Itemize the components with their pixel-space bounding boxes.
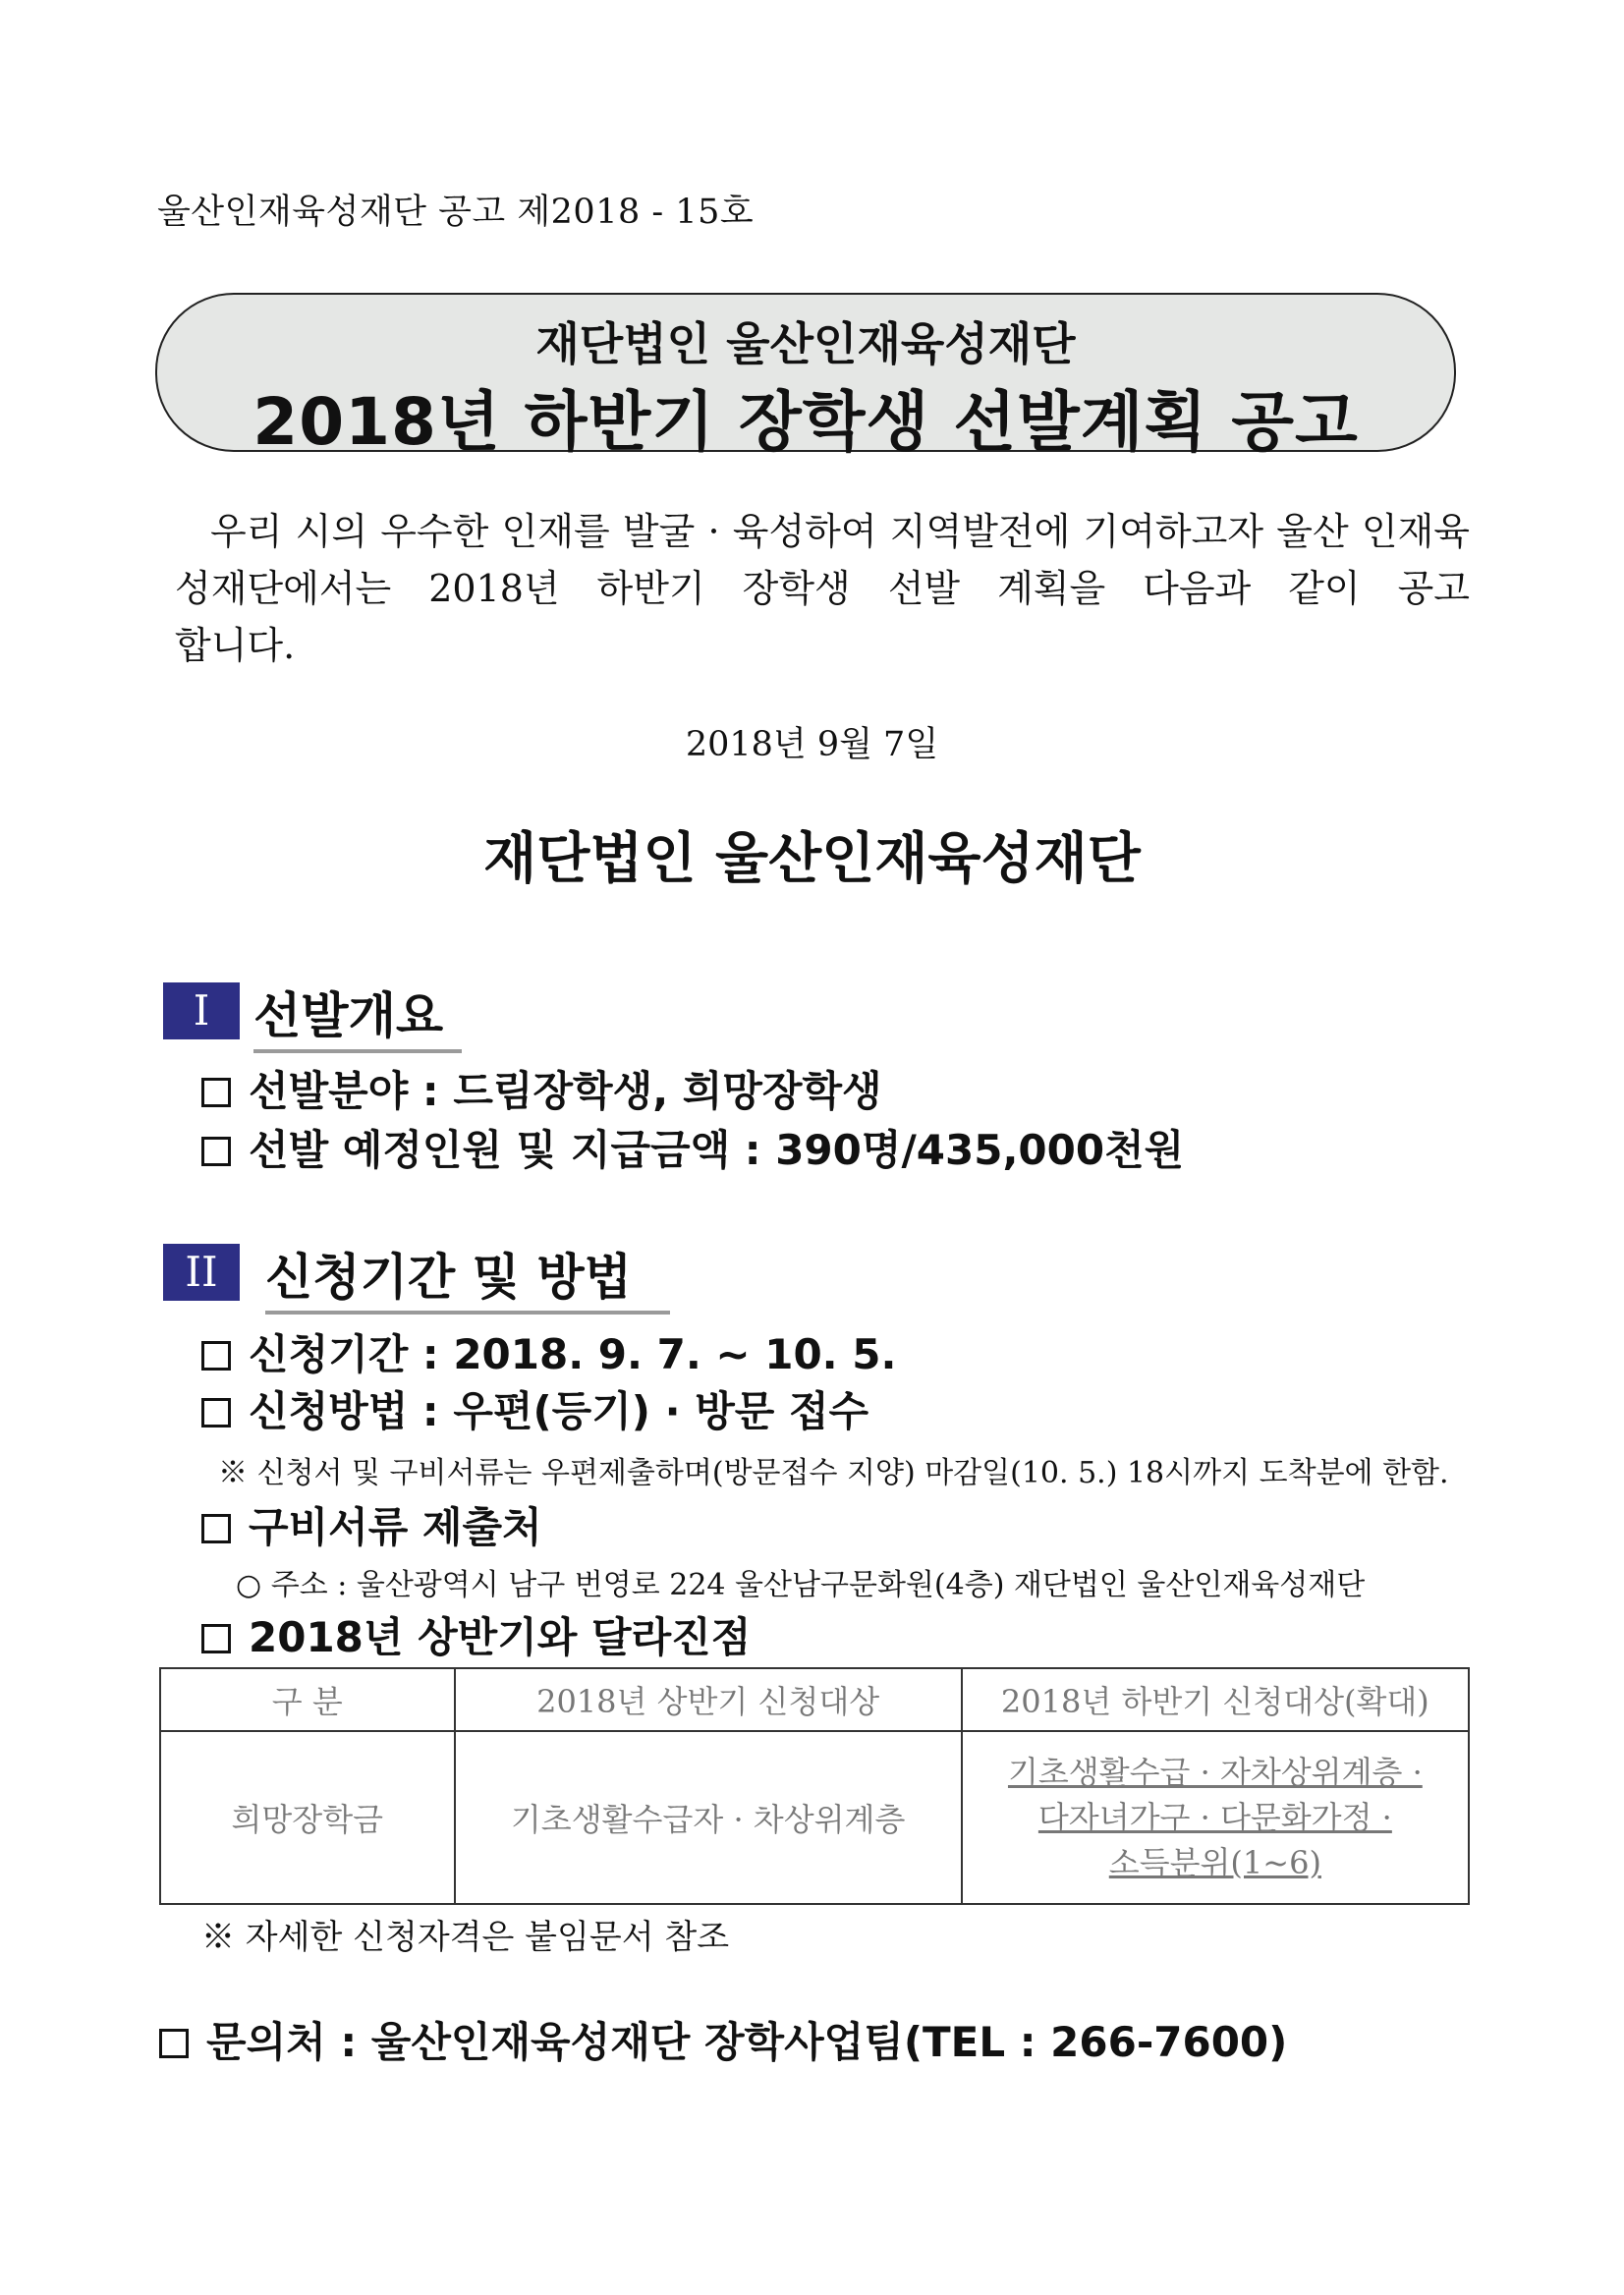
table-header: 구 분 [160, 1668, 455, 1731]
item-label: 신청방법 : 우편(등기) · 방문 접수 [249, 1387, 869, 1435]
checkbox-icon [201, 1514, 231, 1543]
intro-paragraph: 우리 시의 우수한 인재를 발굴 · 육성하여 지역발전에 기여하고자 울산 인재육성재단에서는 2018년 하반기 장학생 선발 계획을 다음과 같이 공고 [175, 510, 1470, 610]
section-title: 선발개요 [253, 977, 462, 1053]
application-period-item [201, 1322, 896, 1381]
table-note: ※ 자세한 신청자격은 붙임문서 참조 [201, 1918, 730, 1957]
address-line: ○ 주소 : 울산광역시 남구 번영로 224 울산남구문화원(4층) 재단법인 울산인재육성재단 [236, 1568, 1366, 1602]
section-number-badge: II [163, 1244, 240, 1301]
checkbox-icon [159, 2029, 189, 2058]
section-title: 신청기간 및 방법 [265, 1238, 670, 1315]
submission-place-item [201, 1495, 542, 1554]
table-header: 2018년 하반기 신청대상(확대) [962, 1668, 1469, 1731]
notice-number: 울산인재육성재단 공고 제2018 - 15호 [157, 193, 755, 232]
table-cell-first-half: 기초생활수급자 · 차상위계층 [455, 1731, 962, 1904]
section-number-badge: I [163, 982, 240, 1039]
selection-count-item [201, 1118, 1184, 1177]
contact-item [159, 2010, 1287, 2069]
second-half-line: 소득분위(1~6) [1108, 1844, 1321, 1881]
table-cell-category: 희망장학금 [160, 1731, 455, 1904]
comparison-table [159, 1667, 1470, 1905]
checkbox-icon [201, 1078, 231, 1107]
intro-paragraph-end: 합니다. [175, 624, 296, 667]
table-row [160, 1731, 1469, 1904]
second-half-line: 다자녀가구 · 다문화가정 · [1037, 1799, 1392, 1836]
checkbox-icon [201, 1624, 231, 1653]
table-cell-second-half [962, 1731, 1469, 1904]
checkbox-icon [201, 1398, 231, 1427]
table-header: 2018년 상반기 신청대상 [455, 1668, 962, 1731]
item-label: 선발 예정인원 및 지급금액 : 390명/435,000천원 [249, 1126, 1185, 1174]
notice-date: 2018년 9월 7일 [685, 725, 939, 764]
item-label: 선발분야 : 드림장학생, 희망장학생 [249, 1067, 882, 1115]
page-title: 2018년 하반기 장학생 선발계획 공고 [252, 384, 1359, 460]
differences-item [201, 1605, 751, 1664]
checkbox-icon [201, 1341, 231, 1371]
checkbox-icon [201, 1137, 231, 1166]
title-organization: 재단법인 울산인재육성재단 [535, 317, 1076, 370]
contact-label: 문의처 : 울산인재육성재단 장학사업팀(TEL : 266-7600) [206, 2018, 1288, 2066]
item-label: 구비서류 제출처 [249, 1503, 542, 1551]
application-method-item [201, 1379, 868, 1438]
table-header-row [160, 1668, 1469, 1731]
item-label: 신청기간 : 2018. 9. 7. ~ 10. 5. [249, 1330, 897, 1378]
second-half-line: 기초생활수급 · 자차상위계층 · [1007, 1754, 1423, 1791]
title-box [155, 293, 1456, 460]
organization-name: 재단법인 울산인재육성재단 [483, 827, 1141, 891]
item-label: 2018년 상반기와 달라진점 [249, 1613, 752, 1661]
selection-field-item [201, 1059, 882, 1118]
method-note: ※ 신청서 및 구비서류는 우편제출하며(방문접수 지양) 마감일(10. 5.) 18시까지 도착분에 한함. [218, 1456, 1449, 1490]
